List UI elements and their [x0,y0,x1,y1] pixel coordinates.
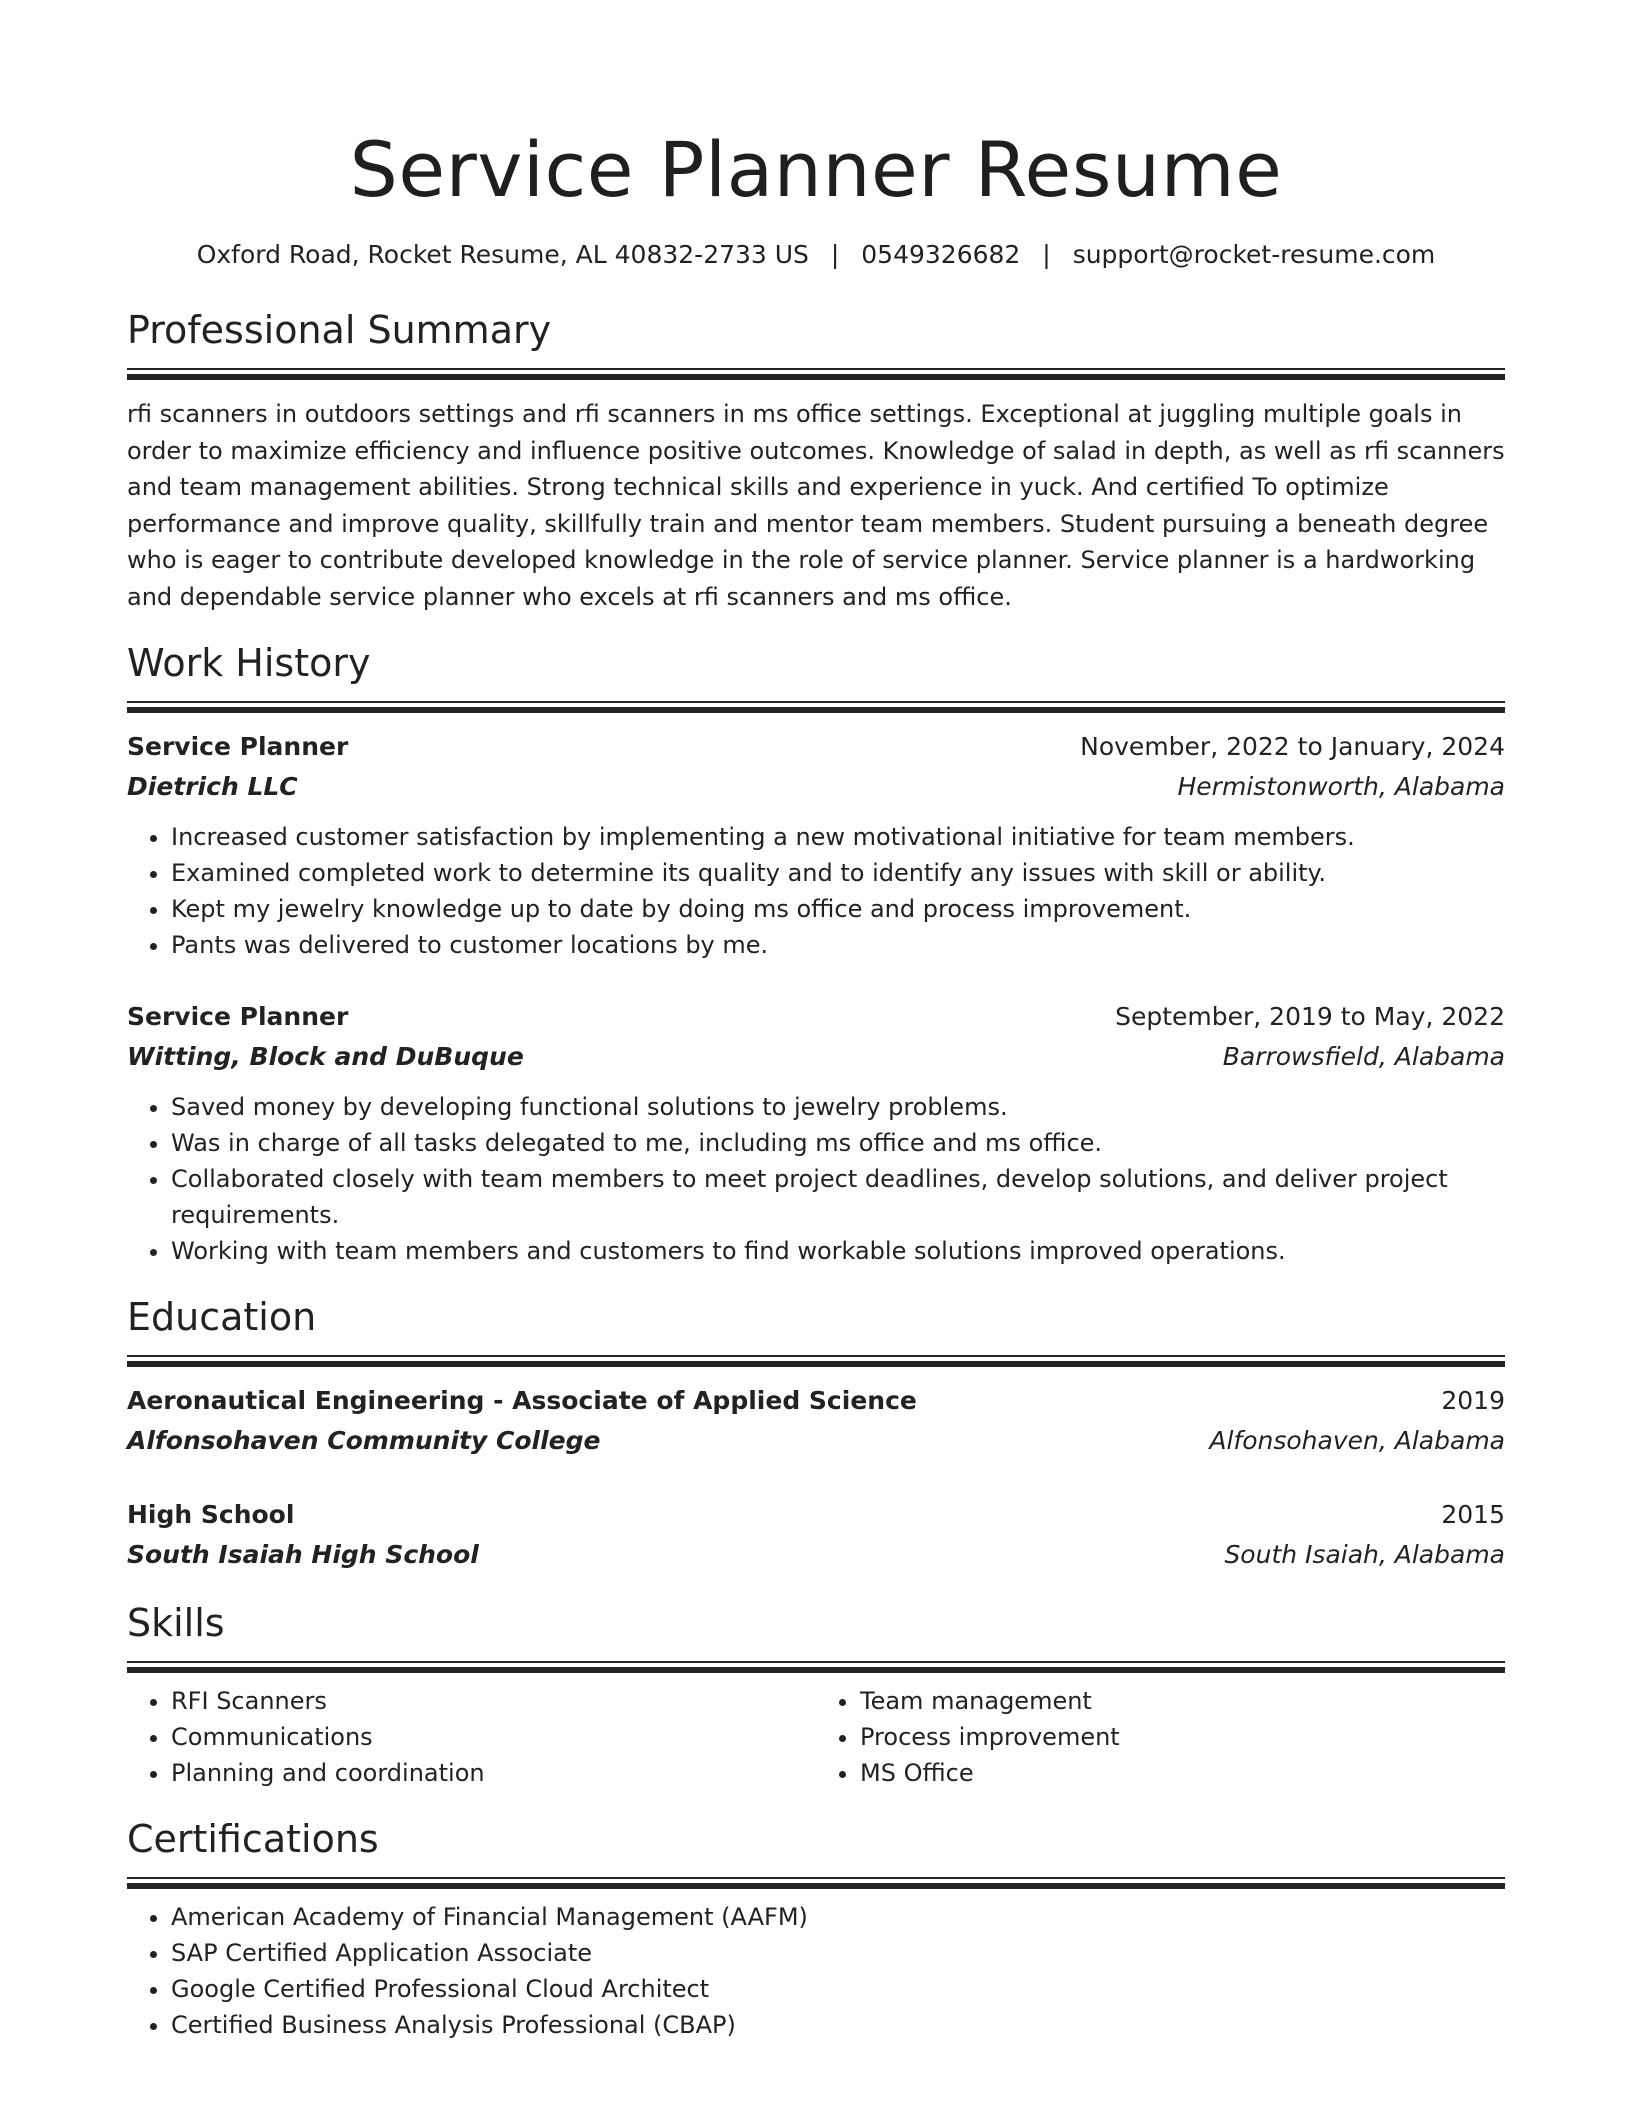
education-entry [127,1381,1505,1461]
list-item: • Pants was delivered to customer locations by me. [171,927,1505,963]
skills-list-left [127,1683,816,1791]
education-degree: High School [127,1500,295,1529]
resume-title: Service Planner Resume [349,125,1283,214]
list-item: • Saved money by developing functional solutions to jewelry problems. [171,1089,1505,1125]
list-item: • MS Office [860,1755,1505,1791]
education-school-row [127,1535,1505,1575]
job-bullets [127,819,1505,963]
list-item: • Planning and coordination [171,1755,816,1791]
work-history-section [127,639,1505,1269]
job-company-row [127,767,1505,807]
job-company-row [127,1037,1505,1077]
certifications-section [127,1815,1505,2043]
job-company: Witting, Block and DuBuque [127,1042,524,1071]
list-item: • Google Certified Professional Cloud Architect [171,1971,1505,2007]
education-entry [127,1495,1505,1575]
list-item: • Process improvement [860,1719,1505,1755]
job-header-row [127,997,1505,1037]
section-title-certifications: Certifications [127,1817,379,1861]
list-item: • Certified Business Analysis Professional (CBAP) [171,2007,1505,2043]
list-item: • RFI Scanners [171,1683,816,1719]
list-item: • Communications [171,1719,816,1755]
contact-address: Oxford Road, Rocket Resume, AL 40832-2733 US [196,240,809,269]
list-item: • American Academy of Financial Management (AAFM) [171,1899,1505,1935]
section-title-education: Education [127,1295,317,1339]
job-company: Dietrich LLC [127,772,298,801]
contact-line [127,238,1505,272]
education-school-row [127,1421,1505,1461]
education-school: Alfonsohaven Community College [127,1426,601,1455]
education-section [127,1293,1505,1575]
skills-list-right [816,1683,1505,1791]
list-item: • Working with team members and customers to find workable solutions improved operations. [171,1233,1505,1269]
job-location: Hermistonworth, Alabama [1177,772,1505,801]
section-divider [127,1355,1505,1365]
list-item: • Examined completed work to determine its quality and to identify any issues with skill or ability. [171,855,1505,891]
section-divider [127,1661,1505,1671]
contact-phone: 0549326682 [861,240,1021,269]
education-location: Alfonsohaven, Alabama [1209,1426,1505,1455]
education-degree: Aeronautical Engineering - Associate of Applied Science [127,1386,917,1415]
education-header-row [127,1495,1505,1535]
education-header-row [127,1381,1505,1421]
contact-email: support@rocket-resume.com [1072,240,1436,269]
section-title-skills: Skills [127,1601,225,1645]
list-item: • Was in charge of all tasks delegated to me, including ms office and ms office. [171,1125,1505,1161]
education-school: South Isaiah High School [127,1540,479,1569]
summary-text: rfi scanners in outdoors settings and rfi scanners in ms office settings. Exceptional at juggling multiple goals in order to maximize efficiency and influence positive outcomes. Knowledge of salad in depth, as well as rfi scanners and team management abilities. Strong technical skills and experience in yuck. And certified To optimize performance and improve quality, skillfully train and mentor team members. Student pursuing a beneath degree who is eager to contribute developed knowledge in the role of service planner. Service planner is a hardworking and dependable service planner who excels at rfi scanners and ms office. [127,400,1505,611]
education-location: South Isaiah, Alabama [1224,1540,1505,1569]
education-year: 2019 [1441,1386,1505,1415]
job-dates: September, 2019 to May, 2022 [1115,1002,1505,1031]
job-entry [127,997,1505,1269]
job-title: Service Planner [127,1002,349,1031]
section-divider [127,701,1505,711]
section-title-work-history: Work History [127,641,371,685]
list-item: • Team management [860,1683,1505,1719]
list-item: • Increased customer satisfaction by implementing a new motivational initiative for team members. [171,819,1505,855]
contact-separator: | [1042,240,1051,269]
job-header-row [127,727,1505,767]
contact-separator: | [830,240,840,269]
job-dates: November, 2022 to January, 2024 [1080,732,1505,761]
job-location: Barrowsfield, Alabama [1222,1042,1505,1071]
section-divider [127,368,1505,378]
education-year: 2015 [1441,1500,1505,1529]
certifications-list [127,1899,1505,2043]
skills-section [127,1599,1505,1791]
list-item: • SAP Certified Application Associate [171,1935,1505,1971]
skills-grid [127,1683,1505,1791]
job-entry [127,727,1505,963]
section-divider [127,1877,1505,1887]
job-bullets [127,1089,1505,1269]
list-item: • Collaborated closely with team members to meet project deadlines, develop solutions, and deliver project requirements. [171,1161,1505,1233]
job-title: Service Planner [127,732,349,761]
list-item: • Kept my jewelry knowledge up to date by doing ms office and process improvement. [171,891,1505,927]
summary-section [127,306,1505,615]
section-title-summary: Professional Summary [127,308,552,352]
